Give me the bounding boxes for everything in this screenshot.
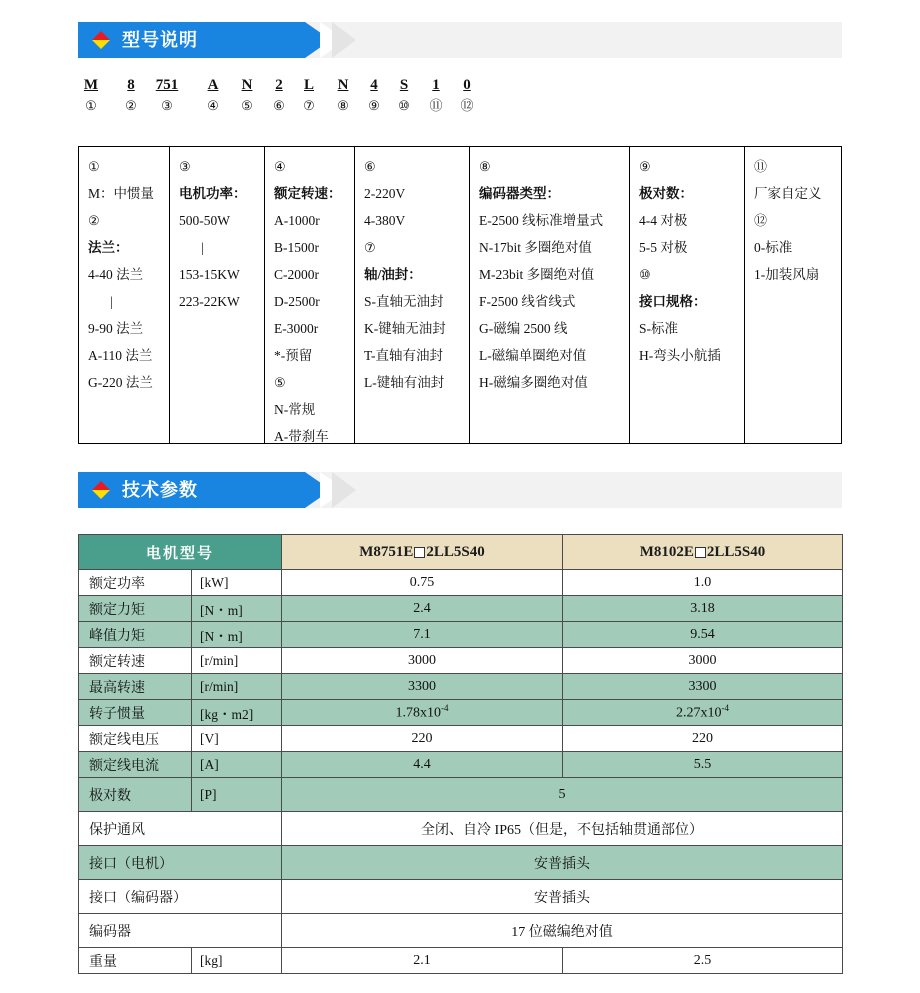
legend-line: ⑦: [364, 240, 376, 255]
spec-header-model-a: [282, 535, 563, 570]
spec-table-merged-row: [79, 880, 843, 914]
legend-line: 153-15KW: [179, 267, 240, 282]
spec-row-value-b: [563, 752, 843, 778]
legend-line: |: [201, 240, 204, 255]
spec-value-text: 5.5: [693, 756, 712, 772]
model-code-index: ④: [207, 98, 219, 113]
legend-line: 厂家自定义: [754, 186, 822, 201]
spec-row-label: 保护通风: [79, 812, 282, 846]
legend-line: G-磁编 2500 线: [479, 321, 568, 336]
model-code-index: ⑩: [398, 98, 410, 113]
spec-row-value-merged: 安普插头: [282, 846, 843, 880]
spec-row-unit: [kg・m2]: [192, 700, 282, 726]
spec-table-merged-row: [79, 812, 843, 846]
spec-row-unit: [A]: [192, 752, 282, 778]
spec-value-text: 220: [692, 730, 714, 746]
spec-row-value-b: [563, 700, 843, 726]
spec-table-row: [79, 674, 843, 700]
legend-line: ⑥: [364, 159, 376, 174]
technical-spec-table: [78, 534, 843, 974]
legend-line: 轴/油封：: [364, 267, 422, 282]
legend-line: L-磁编单圈绝对值: [479, 348, 587, 363]
model-code-letter: 2: [275, 77, 283, 93]
spec-table-row: [79, 570, 843, 596]
legend-line: 法兰：: [88, 240, 129, 255]
model-code-position-2: [118, 76, 144, 116]
model-code-position-4: [200, 76, 226, 116]
spec-row-value-b: [563, 674, 843, 700]
section-title-specs: 技术参数: [122, 480, 198, 500]
spec-table-row: [79, 726, 843, 752]
spec-table-row: [79, 948, 843, 974]
model-code-letter: 0: [463, 77, 471, 93]
spec-header-name: 电机型号: [79, 535, 282, 570]
legend-line: M-23bit 多圈绝对值: [479, 267, 595, 282]
legend-line: B-1500r: [274, 240, 319, 255]
model-prefix: M8751E: [359, 543, 414, 560]
spec-table-row: [79, 622, 843, 648]
spec-row-label: 额定线电压: [79, 726, 192, 752]
model-code-position-10: [391, 76, 417, 116]
legend-line: 接口规格：: [639, 294, 707, 309]
legend-line: S-直轴无油封: [364, 294, 444, 309]
legend-line: ④: [274, 159, 286, 174]
model-code-index: ⑪: [429, 98, 443, 113]
spec-row-label: 额定线电流: [79, 752, 192, 778]
spec-value-text: 3300: [688, 678, 717, 694]
legend-line: K-键轴无油封: [364, 321, 446, 336]
legend-column-7: [745, 147, 841, 443]
banner-gray-arrow-tip: [332, 22, 356, 58]
model-code-legend-table: [78, 146, 842, 444]
legend-line: C-2000r: [274, 267, 319, 282]
legend-line: H-磁编多圈绝对值: [479, 375, 588, 390]
model-code-index: ②: [125, 98, 137, 113]
spec-table-merged-row: [79, 914, 843, 948]
legend-column-5: [470, 147, 630, 443]
model-prefix: M8102E: [639, 543, 694, 560]
spec-row-unit: [N・m]: [192, 596, 282, 622]
spec-row-label: 额定转速: [79, 648, 192, 674]
spec-row-value-a: [282, 570, 563, 596]
legend-line: ⑧: [479, 159, 491, 174]
model-suffix: 2LL5S40: [706, 543, 766, 560]
legend-line: L-键轴有油封: [364, 375, 445, 390]
legend-line: 额定转速：: [274, 186, 342, 201]
spec-row-value-merged: 安普插头: [282, 880, 843, 914]
spec-table-row: [79, 700, 843, 726]
model-code-letter: M: [83, 77, 99, 93]
spec-value-exponent: -4: [441, 703, 449, 714]
legend-line: ⑪: [754, 159, 768, 174]
model-code-letter: 1: [432, 77, 440, 93]
legend-line: 9-90 法兰: [88, 321, 144, 336]
legend-line: 电机功率：: [179, 186, 247, 201]
spec-row-label: 编码器: [79, 914, 282, 948]
spec-row-value-b: [563, 596, 843, 622]
spec-row-label: 转子惯量: [79, 700, 192, 726]
legend-column-4: [355, 147, 470, 443]
spec-value-text: 1.78x10: [395, 705, 442, 721]
model-code-letter: L: [303, 77, 314, 93]
spec-value-text: 3000: [688, 652, 717, 668]
legend-line: 2-220V: [364, 186, 406, 201]
spec-value-text: 3.18: [690, 600, 715, 616]
legend-line: F-2500 线省线式: [479, 294, 576, 309]
spec-row-value-b: 2.5: [563, 948, 843, 974]
section-banner-specs: [78, 472, 842, 508]
diamond-icon-bottom: [92, 40, 110, 49]
legend-line: H-弯头小航插: [639, 348, 721, 363]
legend-line: 极对数：: [639, 186, 693, 201]
spec-table-row: [79, 596, 843, 622]
spec-row-label: 重量: [79, 948, 192, 974]
legend-line: ⑫: [754, 213, 768, 228]
spec-row-label: 极对数: [79, 778, 192, 812]
model-code-position-7: [296, 76, 322, 116]
legend-line: E-2500 线标准增量式: [479, 213, 604, 228]
legend-line: N-常规: [274, 402, 316, 417]
spec-row-label: 最高转速: [79, 674, 192, 700]
spec-row-value-merged: 全闭、自冷 IP65（但是，不包括轴贯通部位）: [282, 812, 843, 846]
legend-line: M：中惯量: [88, 186, 155, 201]
spec-row-value-b: [563, 726, 843, 752]
legend-line: 500-50W: [179, 213, 230, 228]
spec-row-value-a: 2.1: [282, 948, 563, 974]
diamond-icon-top: [92, 481, 110, 490]
legend-line: 223-22KW: [179, 294, 240, 309]
legend-line: A-110 法兰: [88, 348, 153, 363]
spec-row-value-b: [563, 570, 843, 596]
model-code-position-11: [423, 76, 449, 116]
spec-row-unit: [N・m]: [192, 622, 282, 648]
section-title-model: 型号说明: [122, 30, 198, 50]
spec-header-model-b: [563, 535, 843, 570]
legend-line: 1-加装风扇: [754, 267, 820, 282]
model-code-letter: N: [241, 77, 253, 93]
model-code-index: ⑨: [368, 98, 380, 113]
section-banner-model: [78, 22, 842, 58]
model-code-letter: 751: [155, 77, 179, 93]
spec-value-text: 2.27x10: [676, 705, 722, 721]
legend-line: 4-4 对极: [639, 213, 688, 228]
spec-row-unit: [r/min]: [192, 648, 282, 674]
spec-value-text: 3300: [408, 678, 437, 694]
legend-line: 编码器类型：: [479, 186, 560, 201]
diamond-icon-bottom: [92, 490, 110, 499]
legend-line: ⑤: [274, 375, 286, 390]
legend-line: S-标准: [639, 321, 679, 336]
spec-row-unit: [r/min]: [192, 674, 282, 700]
legend-column-3: [265, 147, 355, 443]
model-code-letter: A: [207, 77, 219, 93]
model-code-position-12: [454, 76, 480, 116]
model-code-strip: [78, 76, 478, 124]
model-code-index: ①: [85, 98, 97, 113]
model-code-index: ③: [161, 98, 173, 113]
spec-row-label: 接口（电机）: [79, 846, 282, 880]
spec-row-value-a: [282, 726, 563, 752]
model-code-position-9: [361, 76, 387, 116]
spec-value-text: 9.54: [690, 626, 715, 642]
spec-value-text: 0.75: [409, 574, 435, 590]
model-code-letter: 4: [370, 77, 378, 93]
legend-line: ②: [88, 213, 100, 228]
legend-line: 4-40 法兰: [88, 267, 144, 282]
model-code-index: ⑥: [273, 98, 285, 113]
placeholder-square-icon: [414, 547, 425, 558]
spec-row-value-merged: 17 位磁编绝对值: [282, 914, 843, 948]
spec-table-merged-row: [79, 846, 843, 880]
legend-column-2: [170, 147, 265, 443]
spec-row-value-merged: 5: [282, 778, 843, 812]
legend-line: A-1000r: [274, 213, 320, 228]
legend-line: ③: [179, 159, 191, 174]
legend-line: 4-380V: [364, 213, 406, 228]
spec-value-text: 4.4: [413, 756, 431, 772]
banner-gray-arrow-tip: [332, 472, 356, 508]
legend-column-6: [630, 147, 745, 443]
diamond-icon: [92, 31, 110, 49]
model-suffix: 2LL5S40: [426, 543, 485, 560]
spec-row-value-a: [282, 674, 563, 700]
spec-row-label: 接口（编码器）: [79, 880, 282, 914]
legend-line: E-3000r: [274, 321, 319, 336]
legend-line: |: [110, 294, 113, 309]
model-code-index: ⑤: [241, 98, 253, 113]
spec-row-value-b: [563, 648, 843, 674]
legend-line: G-220 法兰: [88, 375, 153, 390]
legend-line: D-2500r: [274, 294, 320, 309]
legend-line: T-直轴有油封: [364, 348, 444, 363]
model-code-position-6: [266, 76, 292, 116]
spec-table-header-row: [79, 535, 843, 570]
spec-value-text: 2.4: [413, 600, 431, 616]
spec-value-text: 3000: [408, 652, 437, 668]
legend-line: ⑨: [639, 159, 651, 174]
model-code-letter: 8: [127, 77, 135, 93]
legend-line: N-17bit 多圈绝对值: [479, 240, 592, 255]
spec-row-label: 额定功率: [79, 570, 192, 596]
spec-value-text: 1.0: [693, 574, 712, 590]
diamond-icon-top: [92, 31, 110, 40]
model-code-index: ⑧: [337, 98, 349, 113]
model-code-letter: N: [337, 77, 349, 93]
spec-row-value-a: [282, 700, 563, 726]
spec-table-body: [79, 535, 843, 974]
model-code-position-8: [330, 76, 356, 116]
spec-value-text: 7.1: [413, 626, 431, 642]
legend-line: 0-标准: [754, 240, 793, 255]
spec-value-text: 220: [411, 730, 433, 746]
model-code-position-3: [154, 76, 180, 116]
model-code-index: ⑫: [460, 98, 474, 113]
legend-line: *-预留: [274, 348, 313, 363]
legend-line: A-带刹车: [274, 429, 329, 444]
spec-row-value-a: [282, 596, 563, 622]
legend-line: 5-5 对极: [639, 240, 688, 255]
spec-row-value-a: [282, 622, 563, 648]
spec-table-row: [79, 752, 843, 778]
spec-row-label: 峰值力矩: [79, 622, 192, 648]
spec-row-value-b: [563, 622, 843, 648]
model-code-letter: S: [399, 77, 409, 93]
legend-line: ⑩: [639, 267, 651, 282]
spec-row-unit: [kW]: [192, 570, 282, 596]
spec-row-value-a: [282, 752, 563, 778]
legend-line: ①: [88, 159, 100, 174]
spec-row-unit: [P]: [192, 778, 282, 812]
spec-row-unit: [V]: [192, 726, 282, 752]
spec-row-unit: [kg]: [192, 948, 282, 974]
spec-table-merged-row: [79, 778, 843, 812]
spec-row-value-a: [282, 648, 563, 674]
model-code-position-5: [234, 76, 260, 116]
spec-row-label: 额定力矩: [79, 596, 192, 622]
model-code-position-1: [78, 76, 104, 116]
legend-column-1: [79, 147, 170, 443]
spec-table-row: [79, 648, 843, 674]
placeholder-square-icon: [695, 547, 706, 558]
model-code-index: ⑦: [303, 98, 315, 113]
diamond-icon: [92, 481, 110, 499]
spec-value-exponent: -4: [721, 703, 730, 714]
